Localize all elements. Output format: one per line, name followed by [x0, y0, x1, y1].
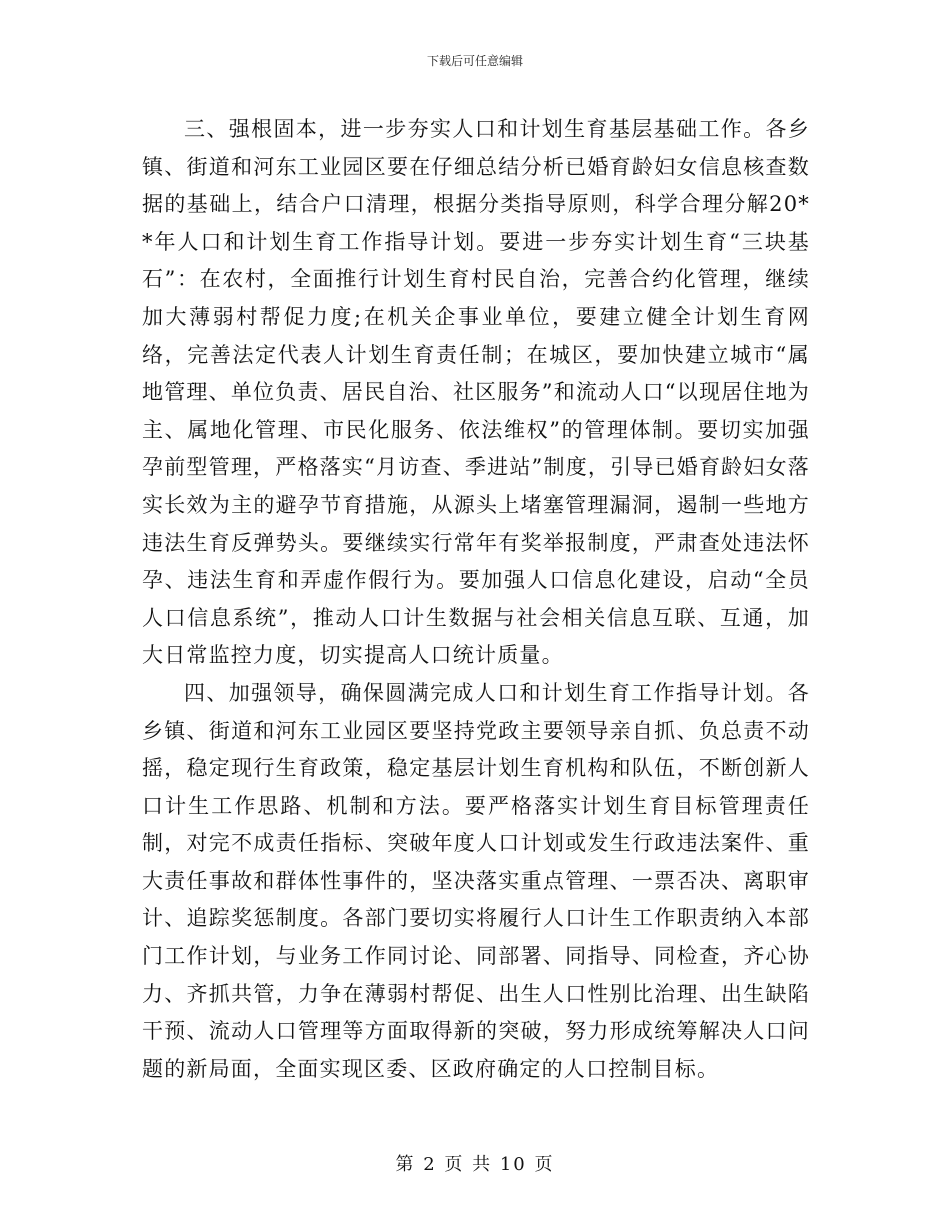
document-body — [142, 111, 810, 1088]
paragraph-section-three: 三、强根固本，进一步夯实人口和计划生育基层基础工作。各乡镇、街道和河东工业园区要在仔细总结分析已婚育龄妇女信息核查数据的基础上，结合户口清理，根据分类指导原则，科学合理分解20**年人口和计划生育工作指导计划。要进一步夯实计划生育“三块基石”：在农村，全面推行计划生育村民自治，完善合约化管理，继续加大薄弱村帮促力度;在机关企事业单位，要建立健全计划生育网络，完善法定代表人计划生育责任制；在城区，要加快建立城市“属地管理、单位负责、居民自治、社区服务”和流动人口“以现居住地为主、属地化管理、市民化服务、依法维权”的管理体制。要切实加强孕前型管理，严格落实“月访查、季进站”制度，引导已婚育龄妇女落实长效为主的避孕节育措施，从源头上堵塞管理漏洞，遏制一些地方违法生育反弹势头。要继续实行常年有奖举报制度，严肃查处违法怀孕、违法生育和弄虚作假行为。要加强人口信息化建设，启动“全员人口信息系统”，推动人口计生数据与社会相关信息互联、互通，加大日常监控力度，切实提高人口统计质量。 — [142, 117, 810, 668]
page-header-note: 下载后可任意编辑 — [426, 54, 523, 68]
page-number: 第 2 页 共 10 页 — [395, 1154, 555, 1175]
paragraph-section-four: 四、加强领导，确保圆满完成人口和计划生育工作指导计划。各乡镇、街道和河东工业园区要坚持党政主要领导亲自抓、负总责不动摇，稳定现行生育政策，稳定基层计划生育机构和队伍，不断创新人口计生工作思路、机制和方法。要严格落实计划生育目标管理责任制，对完不成责任指标、突破年度人口计划或发生行政违法案件、重大责任事故和群体性事件的，坚决落实重点管理、一票否决、离职审计、追踪奖惩制度。各部门要切实将履行人口计生工作职责纳入本部门工作计划，与业务工作同讨论、同部署、同指导、同检查，齐心协力、齐抓共管，力争在薄弱村帮促、出生人口性别比治理、出生缺陷干预、流动人口管理等方面取得新的突破，努力形成统筹解决人口问题的新局面，全面实现区委、区政府确定的人口控制目标。 — [142, 680, 810, 1081]
